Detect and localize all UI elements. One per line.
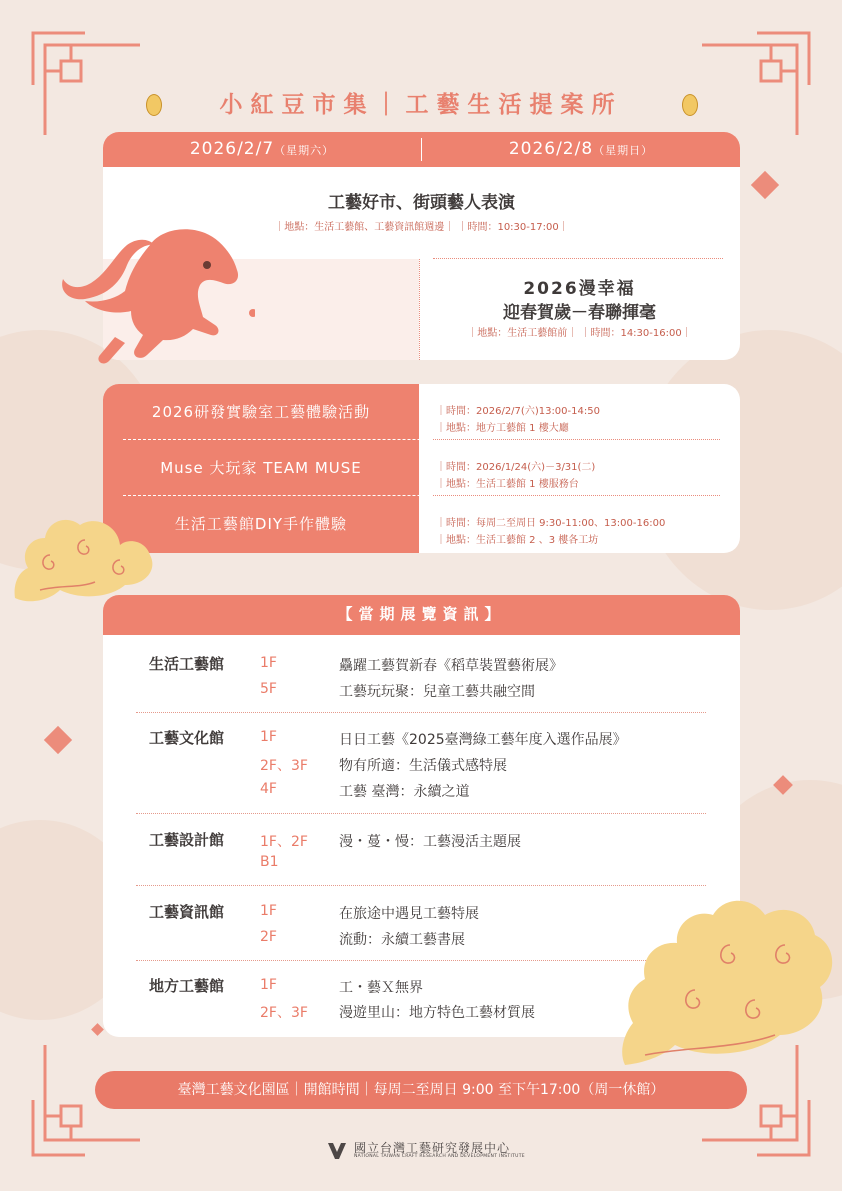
- diamond-decoration: [751, 171, 779, 199]
- exhibit-row: [103, 781, 740, 803]
- exhibit-row: [103, 755, 740, 777]
- floor-label: 1F、2F: [260, 834, 308, 850]
- exhibit-row: [103, 655, 740, 677]
- date-day1: 2026/2/7（星期六）: [189, 139, 335, 159]
- corner-frame-top-left: [25, 25, 145, 140]
- exhibit-title: 物有所適：生活儀式感特展: [339, 758, 507, 774]
- exhibit-row: [103, 729, 740, 751]
- activity-place: ｜地點：生活工藝館 1 樓服務台: [436, 479, 579, 490]
- exhibit-title: 工・藝Ｘ無界: [339, 980, 423, 996]
- exhibit-row: [103, 681, 740, 703]
- activity-row: [103, 440, 740, 496]
- corner-frame-top-right: [697, 25, 817, 140]
- activity-place: ｜地點：生活工藝館 2 、3 樓各工坊: [436, 535, 599, 546]
- activity-row: [103, 496, 740, 553]
- hall-name: 工藝資訊館: [149, 903, 225, 921]
- institute-name-en: NATIONAL TAIWAN CRAFT RESEARCH AND DEVELOPMENT INSTITUTE: [354, 1154, 525, 1159]
- horse-illustration: [55, 225, 255, 370]
- institute-logo-icon: [326, 1140, 348, 1162]
- floor-label: 2F、3F: [260, 758, 308, 774]
- exhibit-title: 漫・蔓・慢：工藝漫活主題展: [339, 834, 521, 850]
- floor-label: 1F: [260, 655, 277, 671]
- hall-name: 工藝設計館: [149, 831, 225, 849]
- activity-card: [103, 384, 740, 553]
- exhibit-title: 日日工藝《2025臺灣綠工藝年度入選作品展》: [339, 732, 627, 748]
- activity-time: ｜時間：每周二至周日 9:30-11:00、13:00-16:00: [436, 518, 666, 529]
- floor-label: B1: [260, 854, 279, 870]
- activity-place: ｜地點：地方工藝館 1 樓大廳: [436, 423, 569, 434]
- exhibition-header: 【當期展覽資訊】: [103, 595, 740, 635]
- floor-label: 1F: [260, 903, 277, 919]
- floor-label: 2F、3F: [260, 1005, 308, 1021]
- exhibit-title: 工藝玩玩聚：兒童工藝共融空間: [339, 684, 535, 700]
- date-day2: 2026/2/8（星期日）: [508, 139, 654, 159]
- event1-meta: ｜地點：生活工藝館、工藝資訊館週邊｜ ｜時間：10:30-17:00｜: [274, 222, 569, 233]
- activity-name: Muse 大玩家 TEAM MUSE: [103, 440, 419, 496]
- activity-name: 2026研發實驗室工藝體驗活動: [103, 384, 419, 440]
- event2-meta: ｜地點：生活工藝館前｜ ｜時間：14:30-16:00｜: [467, 328, 692, 339]
- event1-title: 工藝好市、街頭藝人表演: [328, 193, 515, 213]
- floor-label: 5F: [260, 681, 277, 697]
- floor-label: 1F: [260, 977, 277, 993]
- exhibit-row: [103, 854, 740, 876]
- event2-title-line2: 迎春賀歲－春聯揮毫: [503, 303, 656, 323]
- activity-time: ｜時間：2026/2/7(六)13:00-14:50: [436, 406, 600, 417]
- diamond-decoration: [44, 726, 72, 754]
- floor-label: 1F: [260, 729, 277, 745]
- activity-name: 生活工藝館DIY手作體驗: [103, 496, 419, 553]
- hall-name: 地方工藝館: [149, 977, 225, 995]
- exhibit-title: 工藝 臺灣：永續之道: [339, 784, 470, 800]
- activity-time: ｜時間：2026/1/24(六)－3/31(二): [436, 462, 596, 473]
- exhibit-title: 驫躍工藝賀新春《稻草裝置藝術展》: [339, 658, 563, 674]
- hall-name: 工藝文化館: [149, 729, 225, 747]
- floor-label: 2F: [260, 929, 277, 945]
- diamond-decoration: [91, 1023, 104, 1036]
- footer-bar: 臺灣工藝文化園區｜開館時間｜每周二至周日 9:00 至下午17:00（周一休館）: [95, 1071, 747, 1109]
- event2-title-line1: 2026漫幸福: [523, 279, 636, 299]
- exhibit-title: 在旅途中遇見工藝特展: [339, 906, 479, 922]
- exhibit-title: 漫遊里山：地方特色工藝材質展: [339, 1005, 535, 1021]
- floor-label: 4F: [260, 781, 277, 797]
- page-title: 小紅豆市集｜工藝生活提案所: [219, 92, 623, 118]
- date-bar: [103, 132, 740, 167]
- hall-name: 生活工藝館: [149, 655, 225, 673]
- activity-row: [103, 384, 740, 440]
- exhibit-row: [103, 831, 740, 853]
- cloud-decoration: [615, 895, 840, 1075]
- institute-name-cn: 國立台灣工藝研究發展中心: [354, 1141, 511, 1155]
- exhibit-title: 流動：永續工藝書展: [339, 932, 465, 948]
